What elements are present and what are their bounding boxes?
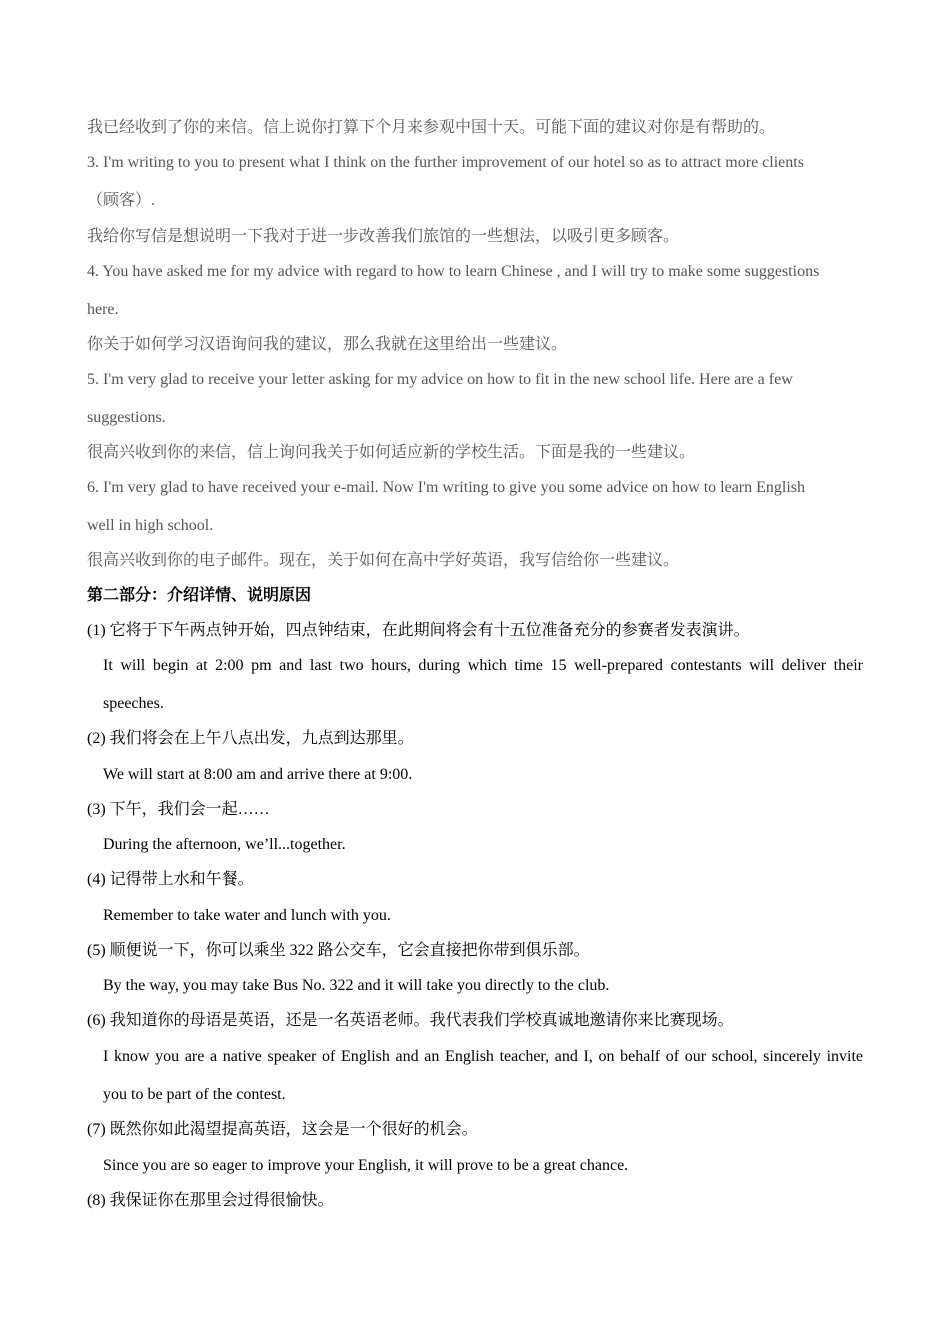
item-6-en-line-2: you to be part of the contest.	[103, 1086, 286, 1103]
item-1-cn: (1) 它将于下午两点钟开始，四点钟结束，在此期间将会有十五位准备充分的参赛者发表演讲。	[87, 622, 750, 639]
item-5-en: By the way, you may take Bus No. 322 and it will take you directly to the club.	[103, 977, 610, 994]
sentence-4-line-2: here.	[87, 301, 119, 318]
item-5-cn: (5) 顺便说一下，你可以乘坐 322 路公交车，它会直接把你带到俱乐部。	[87, 942, 590, 959]
item-7-cn: (7) 既然你如此渴望提高英语，这会是一个很好的机会。	[87, 1121, 478, 1138]
sentence-6-line-1: 6. I'm very glad to have received your e-mail. Now I'm writing to give you some advice on how to learn English	[87, 479, 806, 496]
item-1-en-line-1: It will begin at 2:00 pm and last two hours, during which time 15 well-prepared contestants will deliver their	[103, 657, 863, 674]
item-3-cn: (3) 下午，我们会一起……	[87, 801, 270, 818]
item-2-en: We will start at 8:00 am and arrive there at 9:00.	[103, 766, 413, 783]
item-3-en: During the afternoon, we’ll...together.	[103, 836, 346, 853]
item-8-cn: (8) 我保证你在那里会过得很愉快。	[87, 1192, 334, 1209]
sentence-4-line-1: 4. You have asked me for my advice with regard to how to learn Chinese , and I will try to make some suggestions	[87, 263, 820, 280]
sentence-5-line-2: suggestions.	[87, 409, 166, 426]
item-4-cn: (4) 记得带上水和午餐。	[87, 871, 254, 888]
item-4-en: Remember to take water and lunch with you.	[103, 907, 391, 924]
section-heading: 第二部分：介绍详情、说明原因	[87, 587, 312, 604]
sentence-5-line-1: 5. I'm very glad to receive your letter asking for my advice on how to fit in the new school life. Here are a few	[87, 371, 793, 388]
item-7-en: Since you are so eager to improve your English, it will prove to be a great chance.	[103, 1157, 629, 1174]
item-2-cn: (2) 我们将会在上午八点出发，九点到达那里。	[87, 730, 414, 747]
cn-translation-2: 我已经收到了你的来信。信上说你打算下个月来参观中国十天。可能下面的建议对你是有帮助的。	[87, 119, 776, 136]
cn-translation-5: 很高兴收到你的来信，信上询问我关于如何适应新的学校生活。下面是我的一些建议。	[87, 444, 696, 461]
cn-translation-4: 你关于如何学习汉语询问我的建议，那么我就在这里给出一些建议。	[87, 336, 568, 353]
sentence-3-line-2: （顾客）.	[87, 192, 156, 209]
item-1-en-line-2: speeches.	[103, 695, 164, 712]
sentence-6-line-2: well in high school.	[87, 517, 214, 534]
item-6-en-line-1: I know you are a native speaker of English and an English teacher, and I, on behalf of our school, sincerely invite	[103, 1048, 863, 1065]
cn-translation-3: 我给你写信是想说明一下我对于进一步改善我们旅馆的一些想法，以吸引更多顾客。	[87, 228, 680, 245]
cn-translation-6: 很高兴收到你的电子邮件。现在，关于如何在高中学好英语，我写信给你一些建议。	[87, 552, 680, 569]
sentence-3-line-1: 3. I'm writing to you to present what I think on the further improvement of our hotel so as to attract more clients	[87, 154, 804, 171]
item-6-cn: (6) 我知道你的母语是英语，还是一名英语老师。我代表我们学校真诚地邀请你来比赛现场。	[87, 1012, 734, 1029]
